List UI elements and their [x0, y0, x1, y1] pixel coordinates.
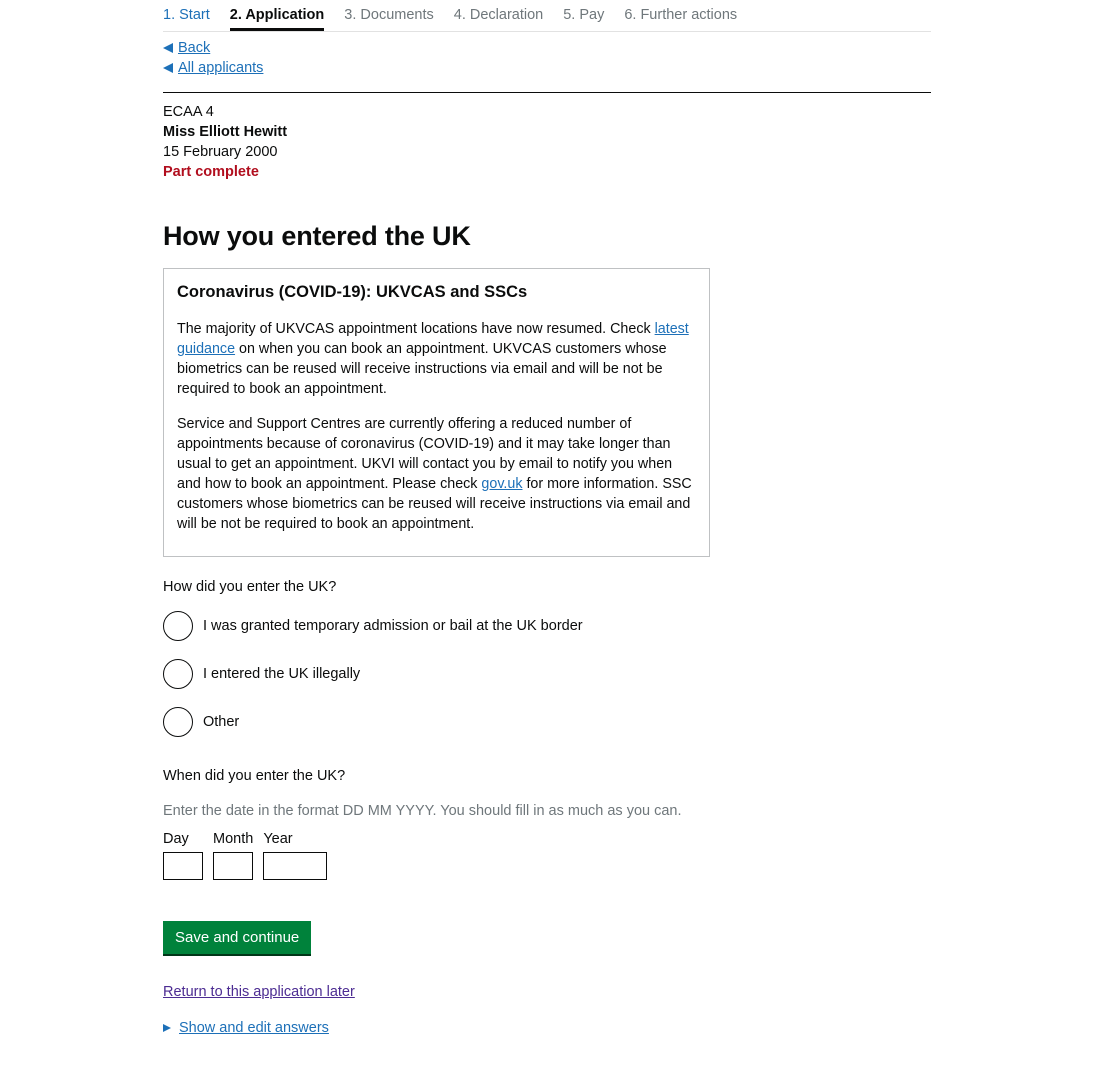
month-label: Month [213, 831, 254, 847]
radio-label[interactable]: I entered the UK illegally [203, 666, 361, 682]
day-field-wrapper [163, 830, 203, 880]
notice-p1-before: The majority of UKVCAS appointment locations have now resumed. Check [177, 321, 655, 337]
back-link[interactable] [163, 38, 931, 58]
applicant-dob: 15 February 2000 [163, 144, 278, 160]
day-input[interactable] [163, 852, 203, 880]
covid-notice [163, 268, 710, 557]
notice-heading: Coronavirus (COVID-19): UKVCAS and SSCs [177, 283, 528, 301]
triangle-left-icon [163, 63, 173, 73]
date-question-label: When did you enter the UK? [163, 768, 346, 784]
radio-label[interactable]: I was granted temporary admission or bail at the UK border [203, 618, 583, 634]
back-links [163, 32, 931, 93]
year-label: Year [263, 831, 293, 847]
status-badge: Part complete [163, 164, 259, 180]
gov-uk-link[interactable]: gov.uk [481, 476, 523, 492]
step-pay: 5. Pay [563, 7, 605, 23]
show-edit-answers-link[interactable]: Show and edit answers [179, 1020, 329, 1036]
day-label: Day [163, 831, 189, 847]
entry-question-label: How did you enter the UK? [163, 579, 337, 595]
radio-circle-icon[interactable] [163, 707, 193, 737]
triangle-left-icon [163, 43, 173, 53]
step-further-actions: 6. Further actions [624, 7, 738, 23]
applicant-name: Miss Elliott Hewitt [163, 124, 288, 140]
date-input-group [163, 830, 931, 880]
year-input[interactable] [263, 852, 327, 880]
return-later-link[interactable]: Return to this application later [163, 984, 355, 1000]
notice-p2-after: for more information. SSC customers whose biometrics can be reused will receive instructions via email and will be not be required to book an appointment. [177, 476, 692, 532]
show-edit-answers-toggle[interactable] [163, 1019, 931, 1037]
year-field-wrapper [263, 830, 327, 880]
radio-temporary-admission[interactable] [163, 611, 931, 641]
applicant-summary [163, 93, 931, 182]
entry-radio-group [163, 611, 931, 737]
all-applicants-link-text[interactable]: All applicants [178, 60, 264, 76]
notice-p1-after: on when you can book an appointment. UKVCAS customers whose biometrics can be reused will receive instructions via email and will be not be required to book an appointment. [177, 341, 667, 397]
radio-label[interactable]: Other [203, 714, 240, 730]
save-and-continue-button[interactable]: Save and continue [163, 921, 311, 954]
step-documents: 3. Documents [344, 7, 434, 23]
all-applicants-link[interactable] [163, 58, 931, 78]
back-link-text[interactable]: Back [178, 40, 211, 56]
radio-other[interactable] [163, 707, 931, 737]
month-field-wrapper [213, 830, 253, 880]
month-input[interactable] [213, 852, 253, 880]
notice-p2-before: Service and Support Centres are currently offering a reduced number of appointments because of coronavirus (COVID-19) and it may take longer than usual to get an appointment. UKVI will contact you by email to notify you when and how to book an appointment. Please check [177, 416, 673, 492]
progress-steps [163, 0, 931, 32]
page-container [163, 0, 931, 1037]
radio-entered-illegally[interactable] [163, 659, 931, 689]
step-application: 2. Application [230, 0, 325, 31]
latest-guidance-link[interactable]: latest guidance [177, 321, 689, 357]
date-hint: Enter the date in the format DD MM YYYY. You should fill in as much as you can. [163, 803, 682, 819]
page-title: How you entered the UK [163, 221, 471, 251]
radio-circle-icon[interactable] [163, 611, 193, 641]
radio-circle-icon[interactable] [163, 659, 193, 689]
step-declaration: 4. Declaration [453, 7, 544, 23]
notice-paragraph-2 [177, 414, 696, 534]
notice-paragraph-1 [177, 319, 696, 399]
triangle-right-icon [163, 1024, 171, 1032]
step-start[interactable]: 1. Start [163, 7, 210, 23]
applicant-reference: ECAA 4 [163, 104, 214, 120]
